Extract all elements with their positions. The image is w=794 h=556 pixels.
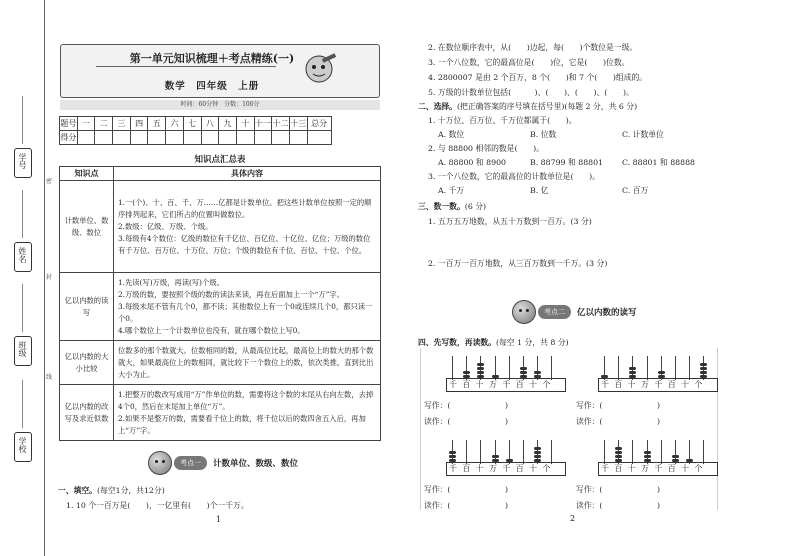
- score-header-cell: 五: [148, 117, 166, 131]
- section-1-heading: 一、填空。(每空1分，共12分): [58, 486, 165, 495]
- score-cell[interactable]: [183, 131, 201, 145]
- score-cell[interactable]: [95, 131, 113, 145]
- banner-tag: 考点二: [538, 305, 571, 319]
- abacus-rod: [551, 440, 552, 464]
- abacus-bead: [492, 455, 499, 458]
- abacus-figure: [446, 356, 566, 404]
- option-2-2-b: B. 88799 和 88801: [530, 158, 604, 167]
- abacus-rod: [632, 440, 633, 464]
- abacus-figure: [598, 440, 718, 488]
- abacus-rod: [466, 440, 467, 464]
- seal-marker: 线: [46, 374, 53, 381]
- score-header-cell: 四: [130, 117, 148, 131]
- abacus-bead: [477, 371, 484, 374]
- score-header-cell: 九: [219, 117, 237, 131]
- abacus-bead: [477, 367, 484, 370]
- student-id-label-box: 学号: [14, 148, 32, 178]
- score-cell[interactable]: [166, 131, 184, 145]
- abacus-figure: [598, 356, 718, 404]
- score-cell[interactable]: [77, 131, 95, 145]
- abacus-bead: [700, 367, 707, 370]
- abacus-bead: [534, 447, 541, 450]
- option-2-1-c: C. 计数单位: [622, 130, 664, 139]
- abacus-figure: [446, 440, 566, 488]
- abacus-rod: [647, 356, 648, 380]
- abacus-place-labels: 千 百 十 万 千 百 十 个: [598, 378, 718, 392]
- summary-topic: 亿以内数的改写及求近似数: [60, 385, 114, 441]
- score-cell[interactable]: [130, 131, 148, 145]
- title-divider: [96, 66, 276, 67]
- section-banner-1: [148, 451, 298, 475]
- read-answer-field[interactable]: 读作：( ): [424, 501, 509, 510]
- school-label-box: 学校: [14, 432, 32, 462]
- score-table: [59, 116, 332, 145]
- option-2-3-c: C. 百万: [622, 186, 649, 195]
- read-answer-field[interactable]: 读作：( ): [576, 501, 661, 510]
- score-cell[interactable]: [219, 131, 237, 145]
- score-header-cell: 一: [77, 117, 95, 131]
- score-cell[interactable]: [272, 131, 290, 145]
- banner-text: 亿以内数的读写: [577, 308, 637, 318]
- read-answer-field[interactable]: 读作：( ): [576, 417, 661, 426]
- question-1-4: 4. 2800007 是由 2 个百万，8 个( )和 7 个( )组成的。: [428, 73, 648, 82]
- question-2-2: 2. 与 88800 相邻的数是( )。: [428, 144, 544, 153]
- option-2-2-c: C. 88801 和 88888: [622, 158, 696, 167]
- question-2-3: 3. 一个八位数，它的最高位的计数单位是( )。: [428, 172, 600, 181]
- question-1-2: 2. 在数位顺序表中，从( )边起，每( )个数位是一级。: [428, 43, 638, 52]
- banner-tag: 考点一: [174, 456, 207, 470]
- question-2-1: 1. 十万位、百万位、千万位都属于( )。: [428, 116, 577, 125]
- option-2-2-a: A. 88800 和 8900: [438, 158, 506, 167]
- summary-content: 1.一(个)、十、百、千、万……亿都是计数单位。把这些计数单位按照一定的顺序排列起来，它们所占的位置叫做数位。 2.数级：亿级、万级、个级。 3.每级有4个数位：亿级的数位有千亿位、百亿位、十亿位、亿位；万级的数位有千万位、百万位、十万位、万位；个级的数位有千位、百位、十位、个位。: [114, 181, 381, 273]
- abacus-bead: [449, 451, 456, 454]
- score-header-cell: 六: [166, 117, 184, 131]
- score-header-cell: 十: [236, 117, 254, 131]
- abacus-bead: [672, 455, 679, 458]
- summary-content: 位数多的那个数就大。位数相同的数，从最高位比起，最高位上的数大的那个数就大，如果最高位上的数相同，就比较下一个数位上的数，依次类推，直到比出大小为止。: [114, 341, 381, 385]
- seal-marker: 封: [46, 274, 53, 281]
- score-header-cell: 十一: [254, 117, 272, 131]
- score-header-cell: 二: [95, 117, 113, 131]
- section-banner-2: [512, 300, 637, 324]
- score-header-cell: 三: [113, 117, 131, 131]
- name-label-box: 姓名: [14, 242, 32, 272]
- abacus-place-labels: 千 百 十 万 千 百 十 个: [446, 462, 566, 476]
- page-subtitle: 数学 四年级 上册: [164, 81, 260, 92]
- seal-marker: 密: [46, 178, 53, 185]
- abacus-rod: [480, 440, 481, 464]
- abacus-bead: [477, 363, 484, 366]
- abacus-rod: [618, 356, 619, 380]
- score-header-cell: 题号: [60, 117, 78, 131]
- question-1-5: 5. 万级的计数单位包括( )、( )、( )、( )。: [428, 88, 634, 97]
- class-label-box: 班级: [14, 336, 32, 366]
- abacus-rod: [509, 356, 510, 380]
- abacus-bead: [534, 371, 541, 374]
- abacus-bead: [534, 451, 541, 454]
- abacus-rod: [523, 440, 524, 464]
- abacus-bead: [615, 447, 622, 450]
- abacus-bead: [463, 371, 470, 374]
- write-answer-field[interactable]: 写作：( ): [424, 485, 509, 494]
- score-header-cell: 总分: [307, 117, 331, 131]
- page-number-right: 2: [570, 514, 576, 523]
- binding-sidebar: [0, 0, 53, 556]
- abacus-bead: [644, 451, 651, 454]
- abacus-rod: [703, 440, 704, 464]
- binding-line: [44, 0, 45, 556]
- option-2-3-a: A. 千万: [438, 186, 465, 195]
- abacus-bead: [700, 371, 707, 374]
- read-answer-field[interactable]: 读作：( ): [424, 417, 509, 426]
- abacus-bead: [449, 455, 456, 458]
- score-header-cell: 十二: [272, 117, 290, 131]
- section-2-heading: 二、选择。(把正确答案的序号填在括号里)(每题 2 分，共 6 分): [418, 102, 638, 111]
- abacus-bead: [615, 451, 622, 454]
- summary-col-topic: 知识点: [60, 167, 114, 181]
- abacus-bead: [534, 455, 541, 458]
- summary-title: 知识点汇总表: [194, 155, 246, 165]
- section-3-heading: 三、数一数。(6 分): [418, 202, 487, 211]
- score-cell[interactable]: [289, 131, 307, 145]
- summary-col-content: 具体内容: [114, 167, 381, 181]
- summary-topic: 亿以内数的读写: [60, 273, 114, 341]
- summary-content: 1.把整万的数改写成用“万”作单位的数，需要将这个数的末尾从右向左数，去掉4个0，然后在末尾加上单位“万”。 2.如果不是整万的数，需要看千位上的数，将千位以后的数四舍五入后，再加上“万”字。: [114, 385, 381, 441]
- question-1-1: 1. 10 个一百万是( )，一亿里有( )个一千万。: [66, 501, 249, 510]
- banner-text: 计数单位、数级、数位: [213, 459, 299, 469]
- question-3-1: 1. 五万五万地数，从五十万数到一百万。(3 分): [428, 217, 592, 226]
- score-cell[interactable]: [148, 131, 166, 145]
- abacus-bead: [644, 455, 651, 458]
- abacus-bead: [520, 367, 527, 370]
- abacus-place-labels: 千 百 十 万 千 百 十 个: [446, 378, 566, 392]
- mascot-ball-icon: [512, 300, 536, 324]
- name-line[interactable]: [22, 190, 23, 238]
- abacus-place-labels: 千 百 十 万 千 百 十 个: [598, 462, 718, 476]
- write-answer-field[interactable]: 写作：( ): [424, 401, 509, 410]
- score-cell[interactable]: [113, 131, 131, 145]
- abacus-rod: [675, 356, 676, 380]
- score-cell[interactable]: [201, 131, 219, 145]
- section-4-heading: 四、先写数，再读数。(每空 1 分，共 8 分): [418, 338, 569, 347]
- summary-topic: 亿以内数的大小比较: [60, 341, 114, 385]
- summary-table: [59, 166, 381, 441]
- summary-topic: 计数单位、数级、数位: [60, 181, 114, 273]
- score-header-cell: 十三: [289, 117, 307, 131]
- abacus-rod: [661, 440, 662, 464]
- page-title: 第一单元知识梳理＋考点精练(一): [129, 52, 295, 65]
- abacus-rod: [452, 356, 453, 380]
- abacus-rod: [689, 356, 690, 380]
- abacus-rod: [551, 356, 552, 380]
- option-2-3-b: B. 亿: [530, 186, 549, 195]
- school-line[interactable]: [22, 380, 23, 428]
- write-answer-field[interactable]: 写作：( ): [576, 485, 661, 494]
- page-number-left: 1: [216, 515, 222, 524]
- score-row-label: 得分: [60, 131, 78, 145]
- class-line[interactable]: [22, 284, 23, 332]
- abacus-bead: [615, 455, 622, 458]
- abacus-rod: [604, 440, 605, 464]
- question-1-3: 3. 一个八位数，它的最高位是( )位，它是( )位数。: [428, 58, 630, 67]
- mascot-ball-icon: [148, 451, 172, 475]
- abacus-bead: [629, 367, 636, 370]
- score-cell[interactable]: [307, 131, 331, 145]
- write-answer-field[interactable]: 写作：( ): [576, 401, 661, 410]
- option-2-1-b: B. 位数: [530, 130, 557, 139]
- abacus-bead: [520, 371, 527, 374]
- question-3-2: 2. 一百万一百万地数，从三百万数到一千万。(3 分): [428, 259, 608, 268]
- abacus-bead: [658, 371, 665, 374]
- score-header-cell: 七: [183, 117, 201, 131]
- student-id-line[interactable]: [22, 96, 23, 144]
- score-cell[interactable]: [236, 131, 254, 145]
- score-header-cell: 八: [201, 117, 219, 131]
- mascot-icon: [302, 52, 336, 86]
- abacus-bead: [629, 371, 636, 374]
- abacus-bead: [700, 363, 707, 366]
- exam-meta: 时间：60分钟 分数：100分: [60, 100, 380, 110]
- summary-content: 1.先读(写)万级，再读(写)个级。 2.万级的数，要按照个级的数的读法来读，再在后面加上一个“万”字。 3.每级末尾不管有几个0，都不读；其他数位上有一个0或连续几个0，都只读一个0。 4.哪个数位上一个计数单位也没有，就在哪个数位上写0。: [114, 273, 381, 341]
- score-cell[interactable]: [254, 131, 272, 145]
- option-2-1-a: A. 数位: [438, 130, 465, 139]
